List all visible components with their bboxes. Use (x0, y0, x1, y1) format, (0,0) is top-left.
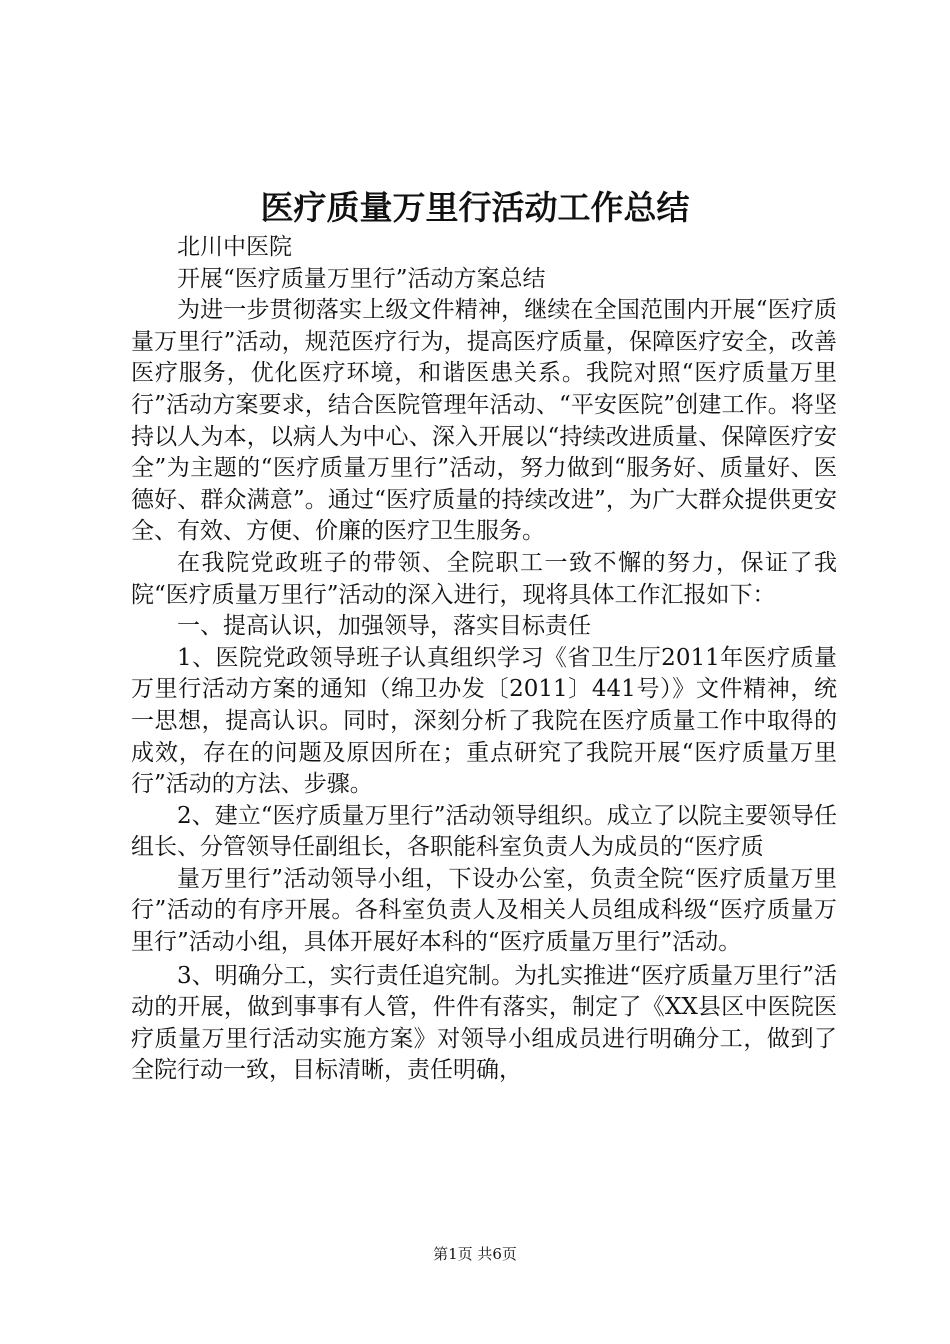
subtitle-line: 开展“医疗质量万里行”活动方案总结 (177, 265, 546, 292)
document-title: 医疗质量万里行活动工作总结 (260, 188, 690, 227)
paragraph-item-2: 2、建立“医疗质量万里行”活动领导组织。成立了以院主要领导任组长、分管领导任副组长，各职能科室负责人为成员的“医疗质 (131, 802, 837, 861)
paragraph-item-1: 1、医院党政领导班子认真组织学习《省卫生厅2011年医疗质量万里行活动方案的通知（绵卫办发〔2011〕441号）》文件精神，统一思想，提高认识。同时，深刻分析了我院在医疗质量工作中取得的成效，存在的问题及原因所在；重点研究了我院开展“医疗质量万里行”活动的方法、步骤。 (131, 644, 837, 798)
paragraph-intro: 为进一步贯彻落实上级文件精神，继续在全国范围内开展“医疗质量万里行”活动，规范医疗行为，提高医疗质量，保障医疗安全，改善医疗服务，优化医疗环境，和谐医患关系。我院对照“医疗质量万里行”活动方案要求，结合医院管理年活动、“平安医院”创建工作。将坚持以人为本，以病人为中心、深入开展以“持续改进质量、保障医疗安全”为主题的“医疗质量万里行”活动，努力做到“服务好、质量好、医德好、群众满意”。通过“医疗质量的持续改进”，为广大群众提供更安全、有效、方便、价廉的医疗卫生服务。 (131, 297, 837, 545)
author-line: 北川中医院 (177, 234, 292, 260)
document-body (131, 232, 837, 1087)
paragraph-report: 在我院党政班子的带领、全院职工一致不懈的努力，保证了我院“医疗质量万里行”活动的深入进行，现将具体工作汇报如下： (131, 549, 837, 608)
paragraph-item-3: 3、明确分工，实行责任追究制。为扎实推进“医疗质量万里行”活动的开展，做到事事有人管，件件有落实，制定了《XX县区中医院医疗质量万里行活动实施方案》对领导小组成员进行明确分工，做到了全院行动一致，目标清晰，责任明确， (131, 962, 837, 1084)
page-footer: 第1页 共6页 (433, 1245, 517, 1263)
paragraph-item-2-continued: 量万里行”活动领导小组，下设办公室，负责全院“医疗质量万里行”活动的有序开展。各科室负责人及相关人员组成科级“医疗质量万里行”活动小组，具体开展好本科的“医疗质量万里行”活动。 (131, 865, 837, 956)
section-heading-1: 一、提高认识，加强领导，落实目标责任 (177, 613, 591, 640)
